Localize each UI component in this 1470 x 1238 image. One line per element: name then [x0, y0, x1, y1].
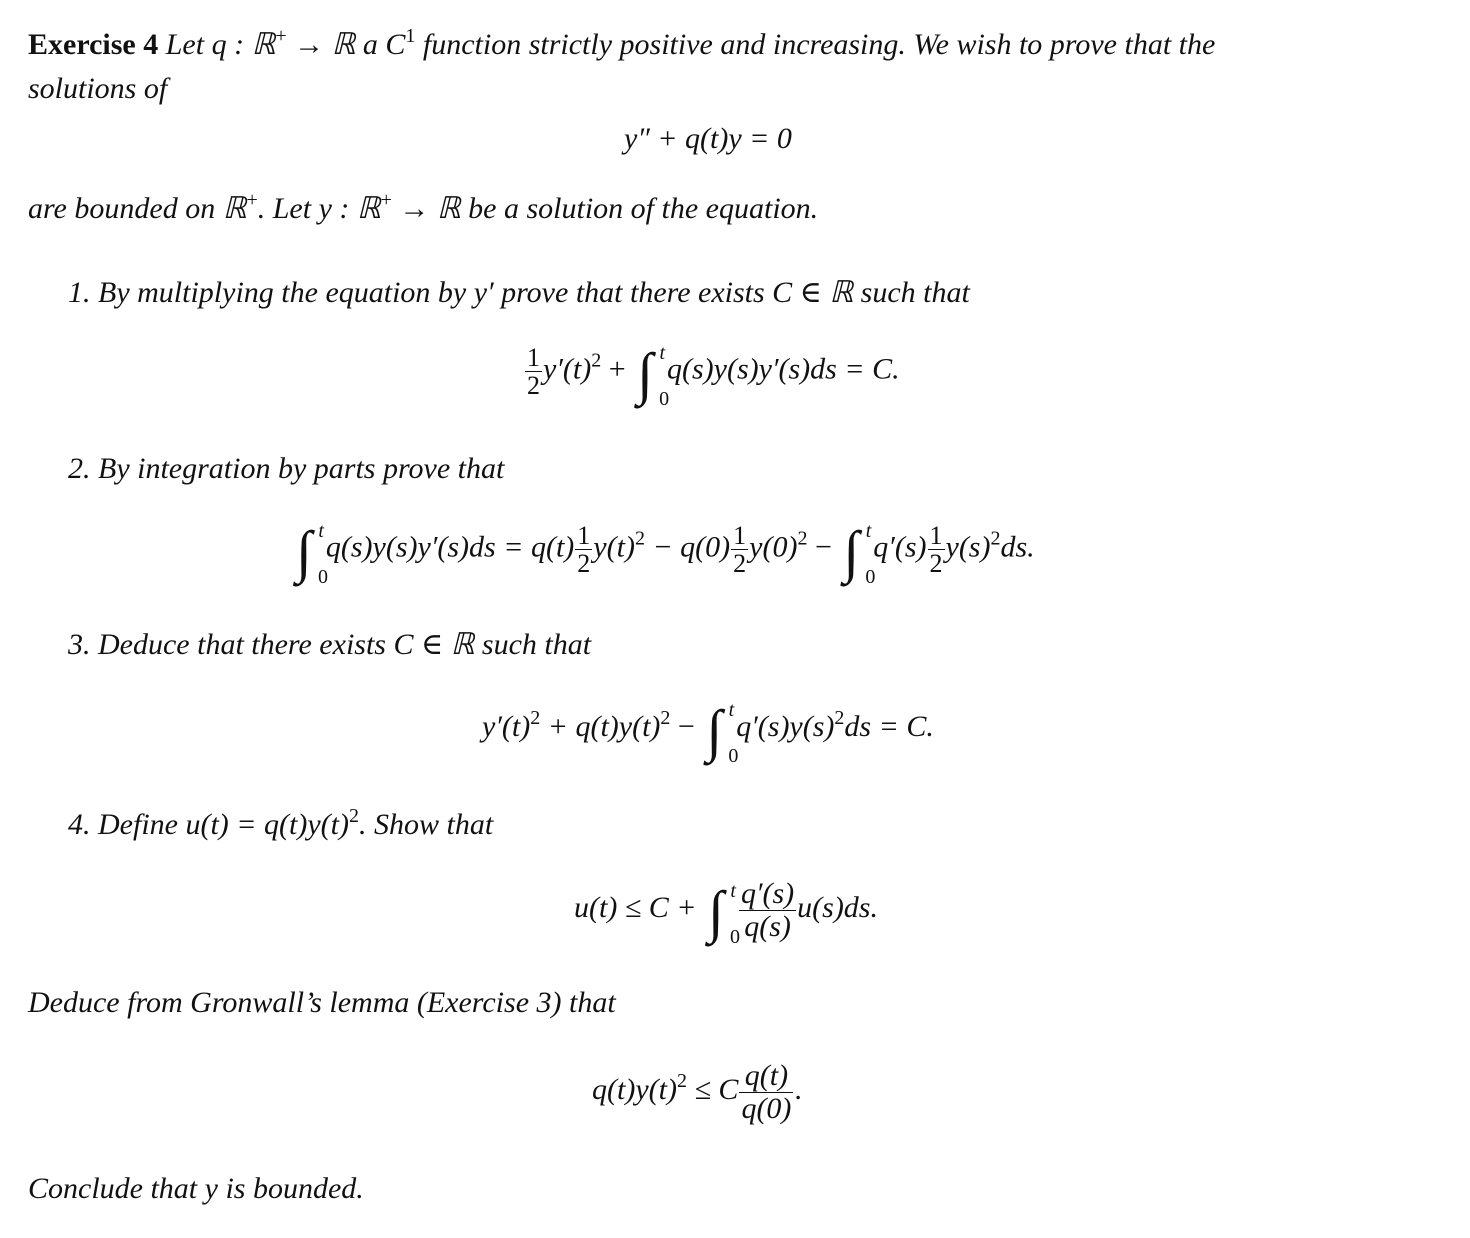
eq3-b: + q(t)y(t) — [540, 710, 661, 743]
eq1-plus: + — [601, 352, 634, 386]
eq3-integral-sign: ∫ t 0 — [706, 698, 739, 767]
eq4-int-lower: 0 — [730, 925, 741, 948]
eq1-lhs-sup: 2 — [591, 349, 602, 372]
eq2-sup2: 2 — [634, 527, 645, 550]
intro-sup-plus: + — [275, 25, 287, 47]
eq2-part5: − — [807, 530, 840, 564]
eq5-frac-num: q(t) — [744, 1059, 789, 1092]
eq3-d: q′(s)y(s) — [736, 710, 835, 743]
bounded-sup-1: + — [246, 189, 258, 211]
eq2-part8: ds. — [1000, 530, 1035, 564]
eq4-int-upper: t — [730, 879, 736, 902]
item-4-text-a: Define u(t) = q(t)y(t) — [98, 808, 349, 841]
bounded-statement — [28, 190, 818, 224]
eq4-a: u(t) ≤ C + — [574, 890, 705, 924]
bounded-sup-2: + — [380, 189, 392, 211]
eq1-half-fraction — [525, 344, 542, 400]
eq2-int-lower: 0 — [318, 565, 328, 588]
item-1-number: 1. — [68, 276, 91, 309]
eq2-integral-sign: ∫ t 0 — [296, 518, 328, 588]
conclude-text: Conclude that y is bounded. — [28, 1172, 364, 1205]
eq3-d-sup: 2 — [834, 707, 845, 729]
eq1-lhs: y′(t) — [543, 352, 592, 386]
eq2-int2-upper: t — [865, 519, 872, 542]
item-1 — [68, 278, 970, 308]
eq2-half-2 — [731, 522, 748, 578]
eq1-int-upper: t — [659, 341, 666, 364]
eq2-part2: y(t) — [593, 530, 635, 564]
equation-4 — [574, 877, 878, 948]
intro-sup-one: 1 — [405, 25, 416, 47]
eq1-frac-den: 2 — [527, 371, 540, 401]
eq2-part7: y(s) — [945, 530, 991, 564]
eq2-part3: − q(0) — [644, 530, 731, 564]
eq2-part6: q′(s) — [873, 530, 927, 564]
item-2-text: By integration by parts prove that — [98, 452, 505, 485]
eq3-int-upper: t — [728, 699, 735, 721]
item-2 — [68, 454, 504, 484]
eq4-frac-den: q(s) — [739, 910, 796, 943]
item-4-text-b: . Show that — [358, 808, 494, 841]
eq1-integral-sign: ∫ t 0 — [637, 340, 670, 410]
item-3-text: Deduce that there exists C ∈ ℝ such that — [98, 628, 592, 661]
eq4-frac-num: q′(s) — [740, 877, 795, 910]
eq2-sup2b: 2 — [797, 527, 808, 550]
eq5-a-sup: 2 — [676, 1069, 687, 1092]
eq4-integral-sign: ∫ t 0 — [708, 878, 741, 948]
eq5-c: . — [794, 1072, 802, 1106]
exercise-intro-line-2: solutions of — [28, 72, 168, 105]
intro-part-b: → ℝ a C — [286, 28, 406, 61]
eq3-int-lower: 0 — [728, 745, 739, 767]
eq3-a-sup: 2 — [530, 707, 541, 729]
equation-2 — [292, 518, 1035, 588]
deduce-text: Deduce from Gronwall’s lemma (Exercise 3) that — [28, 986, 616, 1019]
eq5-fraction — [739, 1060, 793, 1124]
eq4-fraction — [739, 878, 796, 942]
eq2-half-1 — [575, 522, 592, 578]
item-1-text: By multiplying the equation by y′ prove that there exists C ∈ ℝ such that — [98, 276, 970, 309]
item-4-sup: 2 — [348, 805, 359, 827]
eq2-half-2-num: 1 — [733, 521, 747, 550]
equation-1 — [524, 340, 900, 410]
eq1-frac-num: 1 — [527, 343, 540, 372]
intro-part-c: function strictly positive and increasing. We wish to prove that the — [415, 28, 1216, 61]
equation-5 — [592, 1060, 802, 1124]
item-3-number: 3. — [68, 628, 91, 661]
eq3-e: ds = C. — [844, 710, 934, 743]
eq2-integral-sign-2: ∫ t 0 — [843, 518, 876, 588]
exercise-intro-line — [28, 26, 1215, 60]
eq5-a: q(t)y(t) — [592, 1072, 677, 1106]
eq2-int2-lower: 0 — [865, 565, 876, 588]
eq2-half-3-num: 1 — [929, 521, 943, 550]
equation-3 — [482, 698, 934, 767]
eq1-int-lower: 0 — [659, 387, 670, 410]
item-4-number: 4. — [68, 808, 91, 841]
eq4-b: u(s)ds. — [797, 890, 878, 924]
eq2-half-1-num: 1 — [577, 521, 591, 550]
item-2-number: 2. — [68, 452, 91, 485]
intro-part-a: Let q : ℝ — [165, 28, 276, 61]
eq3-a: y′(t) — [482, 710, 531, 743]
eq2-half-1-den: 2 — [577, 549, 591, 579]
bounded-part-c: → ℝ be a solution of the equation. — [391, 192, 819, 225]
eq3-b-sup: 2 — [660, 707, 671, 729]
eq5-frac-den: q(0) — [741, 1091, 792, 1125]
eq2-half-3-den: 2 — [929, 549, 943, 579]
eq2-sup2c: 2 — [990, 527, 1001, 550]
item-4 — [68, 806, 493, 840]
eq5-b: ≤ C — [686, 1072, 739, 1106]
exercise-label: Exercise 4 — [28, 28, 159, 61]
bounded-part-a: are bounded on ℝ — [28, 192, 247, 225]
eq2-half-2-den: 2 — [733, 549, 747, 579]
eq1-integrand: q(s)y(s)y′(s)ds = C. — [667, 352, 900, 386]
item-3 — [68, 630, 591, 660]
main-equation: y″ + q(t)y = 0 — [624, 122, 792, 155]
eq2-int-upper: t — [318, 519, 324, 542]
eq2-part4: y(0) — [749, 530, 798, 564]
eq2-half-3 — [928, 522, 945, 578]
bounded-part-b: . Let y : ℝ — [257, 192, 381, 225]
eq3-c: − — [670, 710, 703, 743]
eq2-left: q(s)y(s)y′(s)ds = q(t) — [325, 530, 575, 564]
